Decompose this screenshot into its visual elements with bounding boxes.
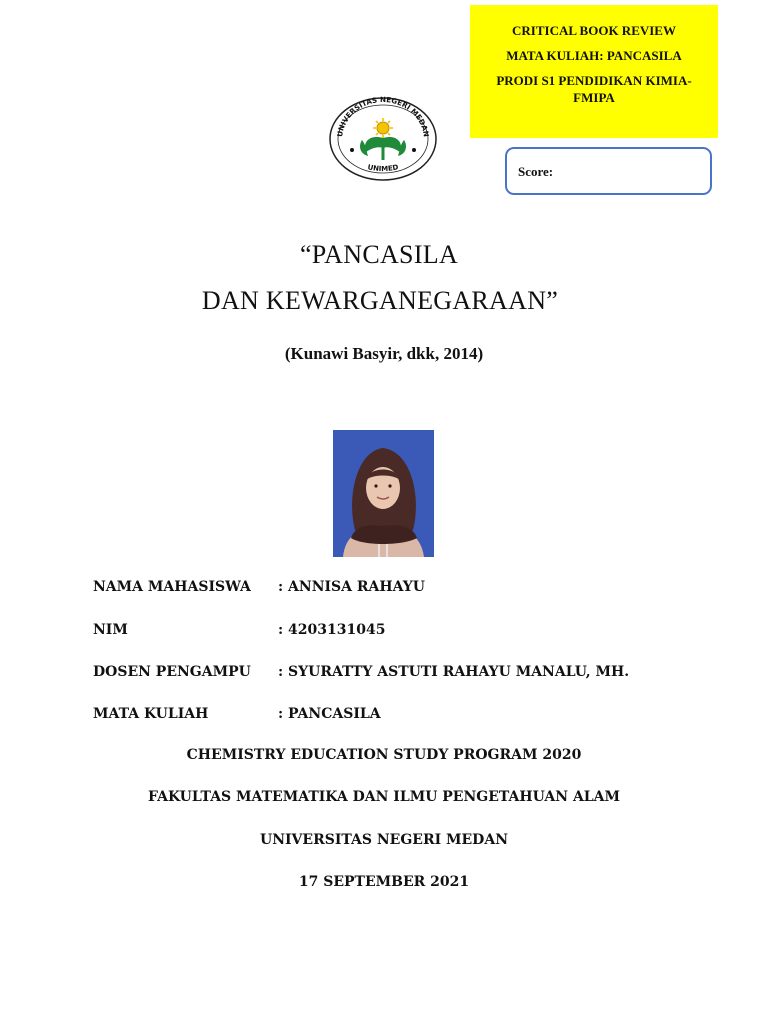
document-date: 17 SEPTEMBER 2021 bbox=[298, 874, 470, 890]
lecturer-label: DOSEN PENGAMPU bbox=[93, 664, 251, 680]
course-label: MATA KULIAH bbox=[93, 706, 209, 722]
course-line: MATA KULIAH: PANCASILA bbox=[506, 48, 682, 63]
student-photo bbox=[333, 430, 434, 557]
student-name-value: : ANNISA RAHAYU bbox=[278, 579, 425, 595]
unimed-logo bbox=[328, 96, 438, 182]
course-value: : PANCASILA bbox=[278, 706, 381, 722]
student-id-label: NIM bbox=[93, 622, 128, 638]
university-name: UNIVERSITAS NEGERI MEDAN bbox=[259, 832, 508, 848]
score-box bbox=[505, 147, 712, 195]
score-label: Score: bbox=[518, 164, 554, 179]
study-program: CHEMISTRY EDUCATION STUDY PROGRAM 2020 bbox=[186, 747, 582, 763]
student-name-label: NAMA MAHASISWA bbox=[93, 579, 251, 595]
review-type: CRITICAL BOOK REVIEW bbox=[512, 23, 676, 38]
book-title-line1: “PANCASILA bbox=[299, 240, 459, 269]
book-citation: (Kunawi Basyir, dkk, 2014) bbox=[284, 344, 484, 363]
book-title-line2: DAN KEWARGANEGARAAN” bbox=[201, 286, 559, 315]
student-id-value: : 4203131045 bbox=[278, 622, 386, 638]
header-box bbox=[470, 5, 718, 138]
lecturer-value: : SYURATTY ASTUTI RAHAYU MANALU, MH. bbox=[278, 664, 630, 680]
logo-text-top: UNIVERSITAS NEGERI MEDAN bbox=[335, 96, 431, 138]
program-line: PRODI S1 PENDIDIKAN KIMIA-FMIPA bbox=[496, 73, 692, 105]
logo-text-bottom: UNIMED bbox=[366, 163, 400, 174]
faculty-name: FAKULTAS MATEMATIKA DAN ILMU PENGETAHUAN ALAM bbox=[147, 789, 621, 805]
